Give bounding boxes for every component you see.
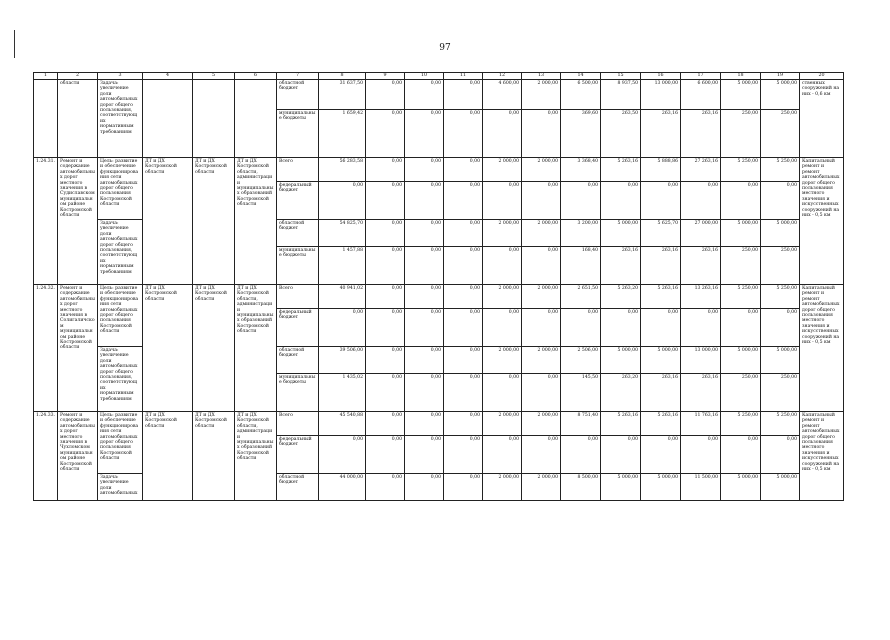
cell-value: 0,00: [444, 347, 483, 374]
cell-value: 0,00: [366, 80, 405, 110]
cell-value: 0,00: [721, 182, 761, 220]
cell-value: 5 250,00: [721, 412, 761, 436]
header-cell: 2: [58, 73, 98, 80]
header-cell: 14: [561, 73, 601, 80]
cell-value: 0,00: [522, 436, 561, 474]
cell-value: 5 000,00: [721, 80, 761, 110]
header-cell: 13: [522, 73, 561, 80]
cell-value: 0,00: [641, 182, 681, 220]
cell-source: областной бюджет: [277, 220, 319, 247]
cell-value: 5 250,00: [721, 158, 761, 182]
cell-value: 2 000,00: [483, 285, 522, 309]
cell-value: 0,00: [319, 182, 366, 220]
cell-value: 250,00: [721, 110, 761, 158]
cell-value: 0,00: [444, 412, 483, 436]
cell-value: 1 659,42: [319, 110, 366, 158]
cell-source: областной бюджет: [277, 347, 319, 374]
table-row: [34, 80, 844, 110]
cell-goal: Цель: развитие и обеспечение функционирования сети автомобильных дорог общего пользования Костромской области: [98, 285, 143, 347]
header-cell: 1: [34, 73, 58, 80]
cell-value: 0,00: [483, 110, 522, 158]
cell-executor: [235, 80, 277, 158]
cell-value: 5 000,00: [721, 474, 761, 501]
cell-value: 5 000,00: [761, 347, 800, 374]
cell-value: 0,00: [366, 220, 405, 247]
cell-value: 145,50: [561, 374, 601, 412]
cell-value: 0,00: [483, 309, 522, 347]
cell-value: 0,00: [761, 182, 800, 220]
header-cell: 19: [761, 73, 800, 80]
cell-value: 13 000,00: [681, 347, 721, 374]
cell-value: 0,00: [761, 436, 800, 474]
cell-value: 0,00: [721, 309, 761, 347]
cell-value: 0,00: [601, 436, 641, 474]
cell-value: 2 000,00: [483, 158, 522, 182]
cell-value: 1 435,02: [319, 374, 366, 412]
cell-value: 5 263,16: [601, 158, 641, 182]
cell-executor: ДТ и ДХ Костромской области, администрации муниципальных образований Костромской области: [235, 285, 277, 412]
cell-value: 11 763,16: [681, 412, 721, 436]
cell-value: 0,00: [761, 309, 800, 347]
cell-value: 0,00: [405, 110, 444, 158]
cell-value: 0,00: [405, 474, 444, 501]
header-cell: 4: [143, 73, 193, 80]
cell-source: муниципальные бюджеты: [277, 110, 319, 158]
cell-value: 0,00: [405, 412, 444, 436]
cell-value: 5 000,00: [761, 474, 800, 501]
cell-value: 2 000,00: [483, 220, 522, 247]
cell-value: 5 250,00: [721, 285, 761, 309]
cell-source: областной бюджет: [277, 474, 319, 501]
cell-value: 5 000,00: [721, 220, 761, 247]
cell-value: 2 506,00: [561, 347, 601, 374]
cell-value: 13 000,00: [641, 80, 681, 110]
cell-value: 0,00: [405, 182, 444, 220]
cell-result: ственных сооружений на них - 0,6 км: [800, 80, 844, 158]
cell-value: 0,00: [641, 309, 681, 347]
cell-value: 0,00: [405, 80, 444, 110]
cell-value: 2 000,00: [522, 285, 561, 309]
header-cell: 8: [319, 73, 366, 80]
cell-value: 27 263,16: [681, 158, 721, 182]
cell-value: 5 250,00: [761, 285, 800, 309]
cell-value: 263,50: [601, 110, 641, 158]
cell-value: 2 000,00: [522, 80, 561, 110]
cell-value: 263,16: [681, 110, 721, 158]
header-cell: 17: [681, 73, 721, 80]
cell-value: 31 637,50: [319, 80, 366, 110]
cell-value: 5 000,00: [761, 80, 800, 110]
cell-value: 6 500,00: [561, 80, 601, 110]
cell-value: 0,00: [444, 374, 483, 412]
cell-value: 263,16: [681, 247, 721, 285]
cell-value: 27 000,00: [681, 220, 721, 247]
cell-value: 0,00: [681, 309, 721, 347]
cell-value: 54 825,70: [319, 220, 366, 247]
header-cell: 15: [601, 73, 641, 80]
cell-source: Всего: [277, 412, 319, 436]
cell-value: 2 000,00: [522, 220, 561, 247]
cell-value: 8 937,50: [601, 80, 641, 110]
cell-value: 8 500,00: [561, 474, 601, 501]
cell-executor: ДТ и ДХ Костромской области: [193, 412, 235, 501]
cell-executor: ДТ и ДХ Костромской области, администрации муниципальных образований Костромской области: [235, 412, 277, 501]
cell-result: Капитальный ремонт и ремонт автомобильных дорог общего пользования местного значения и искусственных сооружений на них - 0,5 км: [800, 285, 844, 412]
cell-value: 0,00: [444, 110, 483, 158]
cell-value: 0,00: [561, 436, 601, 474]
cell-name: Ремонт и содержание автомобильных дорог местного значения в Судиславском муниципальном районе Костромской области: [58, 158, 98, 285]
cell-value: 5 000,00: [721, 347, 761, 374]
cell-value: 5 000,00: [601, 347, 641, 374]
cell-value: 0,00: [366, 110, 405, 158]
cell-value: 0,00: [522, 309, 561, 347]
cell-source: муниципальные бюджеты: [277, 374, 319, 412]
cell-value: 3 368,40: [561, 158, 601, 182]
header-cell: 3: [98, 73, 143, 80]
cell-name: области: [58, 80, 98, 158]
cell-executor: [193, 80, 235, 158]
header-cell: 12: [483, 73, 522, 80]
cell-value: 250,00: [761, 110, 800, 158]
cell-source: Всего: [277, 158, 319, 182]
cell-value: 263,16: [641, 374, 681, 412]
table-row: [34, 158, 844, 182]
cell-task: Задача: увеличение доли автомобильных: [98, 474, 143, 501]
table-row: [34, 285, 844, 309]
cell-value: 0,00: [366, 309, 405, 347]
cell-value: 2 000,00: [483, 474, 522, 501]
cell-value: 5 250,00: [761, 412, 800, 436]
cell-value: 8 751,40: [561, 412, 601, 436]
cell-value: 0,00: [483, 182, 522, 220]
cell-value: 0,00: [601, 182, 641, 220]
cell-code: 1.24.32.: [34, 285, 58, 412]
cell-value: 5 263,16: [601, 412, 641, 436]
cell-value: 2 651,50: [561, 285, 601, 309]
cell-value: 0,00: [405, 374, 444, 412]
cell-value: 0,00: [721, 436, 761, 474]
cell-value: 5 263,16: [641, 285, 681, 309]
cell-value: 2 000,00: [522, 412, 561, 436]
cell-name: Ремонт и содержание автомобильных дорог местного значения в Чухломском муниципальном районе Костромской области: [58, 412, 98, 501]
budget-table: [33, 72, 844, 501]
cell-value: 45 540,88: [319, 412, 366, 436]
header-cell: 11: [444, 73, 483, 80]
cell-value: 263,20: [601, 374, 641, 412]
cell-executor: ДТ и ДХ Костромской области: [193, 285, 235, 412]
cell-value: 0,00: [405, 347, 444, 374]
cell-source: областной бюджет: [277, 80, 319, 110]
cell-value: 2 000,00: [522, 474, 561, 501]
cell-value: 0,00: [444, 80, 483, 110]
cell-value: 0,00: [319, 309, 366, 347]
cell-task: Задача: увеличение доли автомобильных дорог общего пользования, соответствующих нормативным требованиям: [98, 220, 143, 285]
cell-value: 0,00: [522, 182, 561, 220]
cell-value: 0,00: [522, 374, 561, 412]
cell-value: 0,00: [641, 436, 681, 474]
cell-value: 0,00: [444, 474, 483, 501]
cell-value: 44 000,00: [319, 474, 366, 501]
cell-value: 5 888,86: [641, 158, 681, 182]
cell-value: 5 263,16: [641, 412, 681, 436]
cell-code: 1.24.33.: [34, 412, 58, 501]
cell-value: 40 941,02: [319, 285, 366, 309]
cell-value: 1 457,88: [319, 247, 366, 285]
cell-source: федеральный бюджет: [277, 182, 319, 220]
cell-value: 0,00: [366, 474, 405, 501]
cell-value: 250,00: [761, 247, 800, 285]
cell-value: 0,00: [405, 158, 444, 182]
cell-executor: ДТ и ДХ Костромской области: [143, 158, 193, 285]
cell-value: 0,00: [444, 182, 483, 220]
cell-value: 263,16: [681, 374, 721, 412]
cell-value: 0,00: [444, 158, 483, 182]
cell-value: 168,40: [561, 247, 601, 285]
cell-value: 5 000,00: [641, 347, 681, 374]
header-cell: 5: [193, 73, 235, 80]
cell-value: 0,00: [366, 374, 405, 412]
cell-value: 0,00: [405, 285, 444, 309]
cell-value: 2 000,00: [522, 158, 561, 182]
cell-value: 6 600,00: [681, 80, 721, 110]
cell-value: 263,16: [641, 110, 681, 158]
header-cell: 10: [405, 73, 444, 80]
cell-value: 0,00: [601, 309, 641, 347]
cell-value: 0,00: [366, 347, 405, 374]
cell-source: муниципальные бюджеты: [277, 247, 319, 285]
cell-value: 56 283,58: [319, 158, 366, 182]
cell-value: 250,00: [721, 374, 761, 412]
cell-value: 0,00: [483, 247, 522, 285]
cell-value: 0,00: [681, 436, 721, 474]
cell-executor: [143, 80, 193, 158]
cell-value: 250,00: [761, 374, 800, 412]
cell-value: 3 200,00: [561, 220, 601, 247]
header-cell: 6: [235, 73, 277, 80]
cell-value: 5 000,00: [641, 474, 681, 501]
cell-value: 0,00: [366, 158, 405, 182]
cell-value: 0,00: [444, 436, 483, 474]
header-row: [34, 73, 844, 80]
cell-value: 0,00: [366, 182, 405, 220]
cell-value: 0,00: [561, 309, 601, 347]
cell-value: 0,00: [319, 436, 366, 474]
cell-source: федеральный бюджет: [277, 436, 319, 474]
cell-value: 5 625,70: [641, 220, 681, 247]
cell-name: Ремонт и содержание автомобильных дорог местного значения в Солигаличском муниципальном районе Костромской области: [58, 285, 98, 412]
cell-value: 0,00: [405, 247, 444, 285]
cell-value: 263,16: [601, 247, 641, 285]
header-cell: 20: [800, 73, 844, 80]
cell-value: 5 000,00: [761, 220, 800, 247]
cell-value: 2 000,00: [483, 347, 522, 374]
cell-value: 0,00: [522, 110, 561, 158]
cell-source: Всего: [277, 285, 319, 309]
cell-goal: Цель: развитие и обеспечение функционирования сети автомобильных дорог общего пользования Костромской области: [98, 158, 143, 220]
cell-value: 39 506,00: [319, 347, 366, 374]
cell-value: 0,00: [483, 436, 522, 474]
cell-goal: Цель: развитие и обеспечение функционирования сети автомобильных дорог общего пользования Костромской области: [98, 412, 143, 474]
cell-value: 11 500,00: [681, 474, 721, 501]
cell-value: 5 000,00: [601, 474, 641, 501]
header-cell: 16: [641, 73, 681, 80]
cell-value: 263,16: [641, 247, 681, 285]
cell-value: 13 263,16: [681, 285, 721, 309]
cell-value: 2 000,00: [522, 347, 561, 374]
table-row: [34, 412, 844, 436]
cell-source: федеральный бюджет: [277, 309, 319, 347]
cell-value: 0,00: [483, 374, 522, 412]
cell-value: 0,00: [366, 412, 405, 436]
cell-executor: ДТ и ДХ Костромской области, администрации муниципальных образований Костромской области: [235, 158, 277, 285]
cell-executor: ДТ и ДХ Костромской области: [143, 285, 193, 412]
cell-value: 0,00: [444, 309, 483, 347]
cell-value: 0,00: [405, 309, 444, 347]
cell-value: 0,00: [366, 436, 405, 474]
header-cell: 7: [277, 73, 319, 80]
cell-task: Задача: увеличение доли автомобильных дорог общего пользования, соответствующих нормативным требованиям: [98, 347, 143, 412]
cell-value: 0,00: [561, 182, 601, 220]
cell-value: 369,60: [561, 110, 601, 158]
cell-value: 250,00: [721, 247, 761, 285]
cell-value: 0,00: [444, 285, 483, 309]
cell-value: 0,00: [444, 247, 483, 285]
cell-value: 0,00: [522, 247, 561, 285]
cell-value: 4 600,00: [483, 80, 522, 110]
cell-result: Капитальный ремонт и ремонт автомобильных дорог общего пользования местного значения и искусственных сооружений на них - 0,5 км: [800, 158, 844, 285]
cell-value: 0,00: [366, 285, 405, 309]
page-number: 97: [439, 43, 451, 53]
cell-value: 5 263,20: [601, 285, 641, 309]
cell-result: Капитальный ремонт и ремонт автомобильных дорог общего пользования местного значения и искусственных сооружений на них - 0,5 км: [800, 412, 844, 501]
cell-value: 5 250,00: [761, 158, 800, 182]
cell-executor: ДТ и ДХ Костромской области: [143, 412, 193, 501]
header-cell: 9: [366, 73, 405, 80]
cell-value: 5 000,00: [601, 220, 641, 247]
cell-value: 2 000,00: [483, 412, 522, 436]
cell-value: 0,00: [405, 220, 444, 247]
cell-value: 0,00: [444, 220, 483, 247]
cell-goal: Задача: увеличение доли автомобильных дорог общего пользования, соответствующих нормативным требованиям: [98, 80, 143, 158]
cell-code: 1.24.31.: [34, 158, 58, 285]
cell-value: 0,00: [366, 247, 405, 285]
cell-value: 0,00: [405, 436, 444, 474]
cell-executor: ДТ и ДХ Костромской области: [193, 158, 235, 285]
cell-code: [34, 80, 58, 158]
header-cell: 18: [721, 73, 761, 80]
cell-value: 0,00: [681, 182, 721, 220]
